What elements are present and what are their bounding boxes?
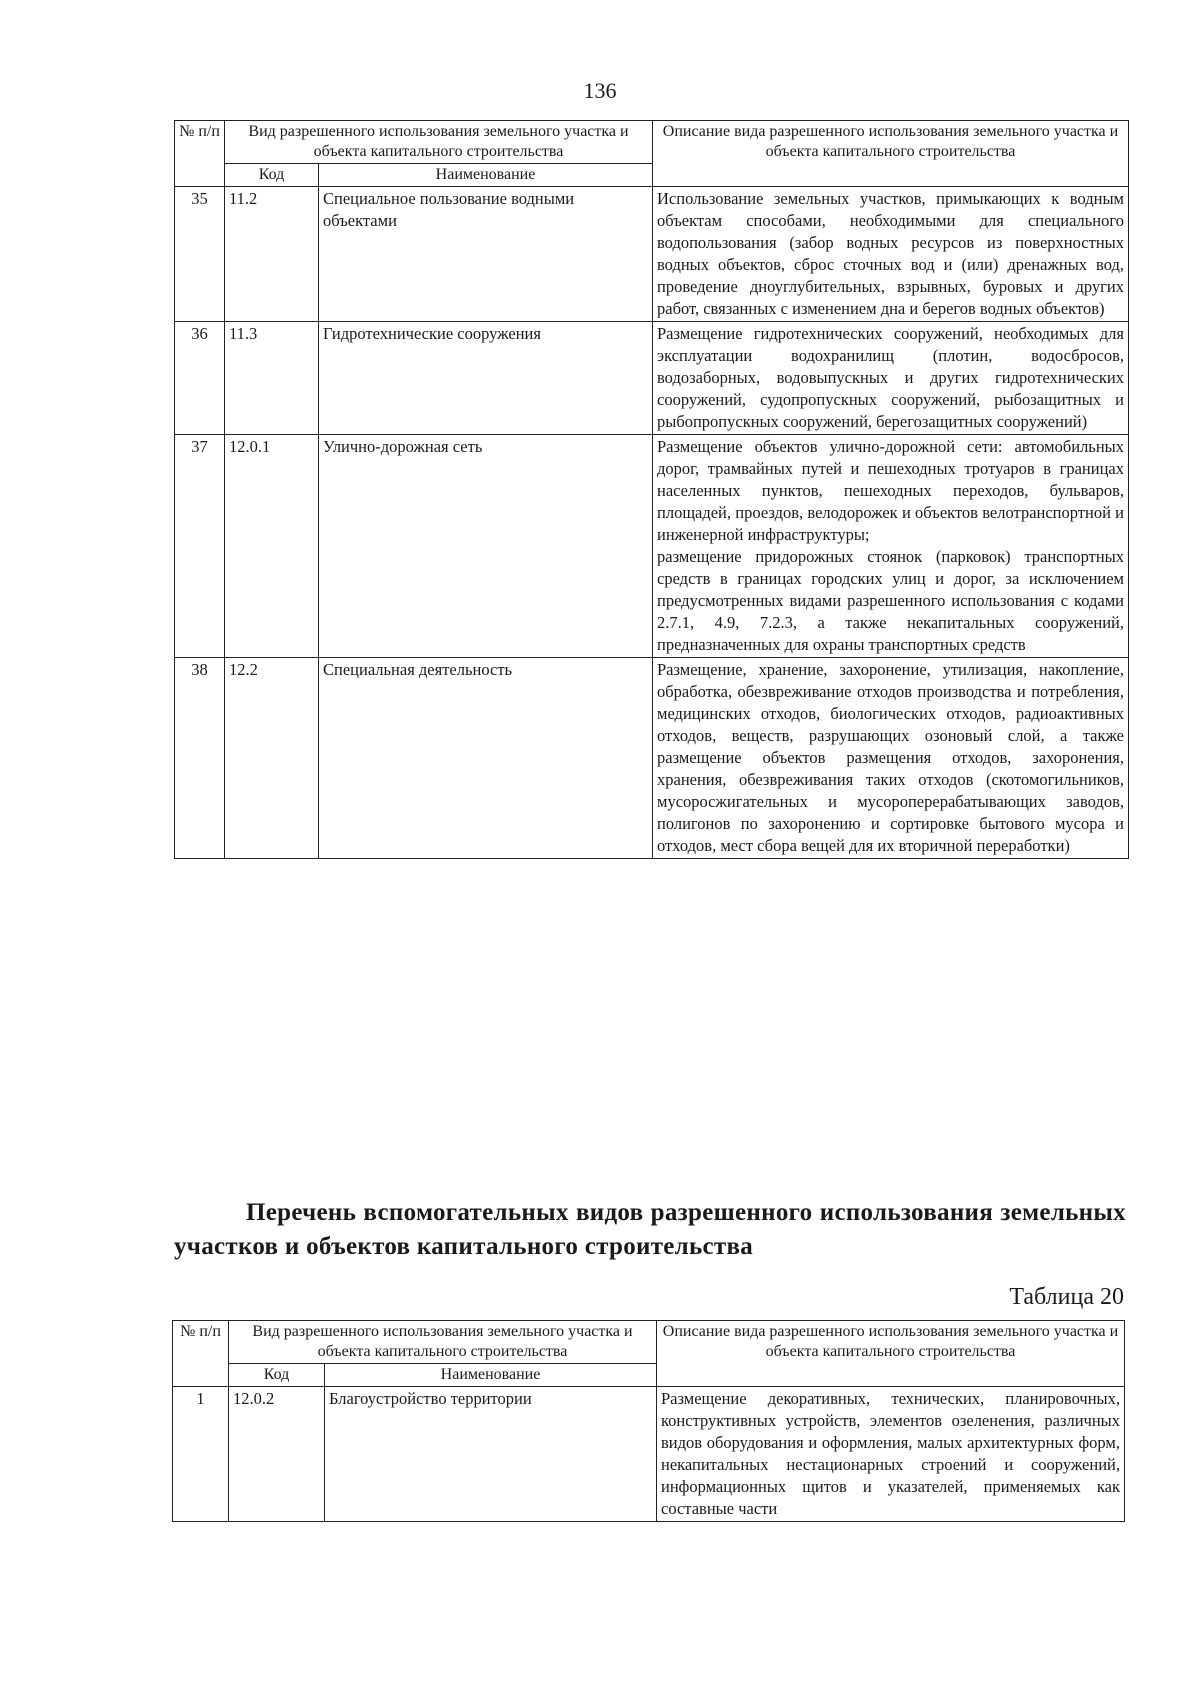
- header-desc: Описание вида разрешенного использования земельного участка и объекта капитального строительства: [657, 1321, 1125, 1387]
- row-number: 38: [175, 658, 225, 859]
- auxiliary-use-table: [172, 1320, 1125, 1522]
- header-code: Код: [229, 1364, 325, 1387]
- description-paragraph: Использование земельных участков, примыкающих к водным объектам способами, необходимыми для специального водопользования (забор водных ресурсов из поверхностных водных объектов, сброс сточных вод и (или) дренажных вод, проведение дноуглубительных, взрывных, буровых и других работ, связанных с изменением дна и берегов водных объектов): [657, 189, 1124, 318]
- header-vid: Вид разрешенного использования земельного участка и объекта капитального строительства: [225, 121, 653, 164]
- header-name: Наименование: [325, 1364, 657, 1387]
- row-number: 36: [175, 322, 225, 435]
- row-code: 12.2: [225, 658, 319, 859]
- section-heading: Перечень вспомогательных видов разрешенного использования земельных участков и объектов капитального строительства: [174, 1199, 1126, 1260]
- row-code: 12.0.1: [225, 435, 319, 658]
- row-description: [657, 1387, 1125, 1522]
- row-name: Гидротехнические сооружения: [319, 322, 653, 435]
- row-name: Благоустройство территории: [325, 1387, 657, 1522]
- header-num: № п/п: [175, 121, 225, 187]
- row-number: 1: [173, 1387, 229, 1522]
- table-row: [175, 322, 1129, 435]
- description-paragraph: Размещение декоративных, технических, планировочных, конструктивных устройств, элементов озеленения, различных видов оборудования и оформления, малых архитектурных форм, некапитальных нестационарных строений и сооружений, информационных щитов и указателей, применяемых как составные части: [661, 1389, 1120, 1518]
- table-row: [175, 187, 1129, 322]
- table-row: [175, 435, 1129, 658]
- header-name: Наименование: [319, 164, 653, 187]
- row-description: [653, 187, 1129, 322]
- description-paragraph: размещение придорожных стоянок (парковок) транспортных средств в границах городских улиц и дорог, за исключением предусмотренных видами разрешенного использования с кодами 2.7.1, 4.9, 7.2.3, а также некапитальных сооружений, предназначенных для охраны транспортных средств: [657, 547, 1124, 654]
- header-desc: Описание вида разрешенного использования земельного участка и объекта капитального строительства: [653, 121, 1129, 187]
- table-row: [173, 1387, 1125, 1522]
- table-body: [175, 187, 1129, 859]
- row-code: 12.0.2: [229, 1387, 325, 1522]
- table-body: [173, 1387, 1125, 1522]
- description-paragraph: Размещение гидротехнических сооружений, необходимых для эксплуатации водохранилищ (плотин, водосбросов, водозаборных, водовыпускных и других гидротехнических сооружений, судопропускных сооружений, рыбозащитных и рыбопропускных сооружений, берегозащитных сооружений): [657, 324, 1124, 431]
- row-name: Специальная деятельность: [319, 658, 653, 859]
- row-description: [653, 658, 1129, 859]
- header-num: № п/п: [173, 1321, 229, 1387]
- page-number: 136: [583, 78, 617, 103]
- row-name: Специальное пользование водными объектами: [319, 187, 653, 322]
- land-use-table: [174, 120, 1129, 859]
- row-number: 37: [175, 435, 225, 658]
- row-name: Улично-дорожная сеть: [319, 435, 653, 658]
- header-code: Код: [225, 164, 319, 187]
- description-paragraph: Размещение, хранение, захоронение, утилизация, накопление, обработка, обезвреживание отходов производства и потребления, медицинских отходов, биологических отходов, радиоактивных отходов, веществ, разрушающих озоновый слой, а также размещение объектов размещения отходов, захоронения, хранения, обезвреживания таких отходов (скотомогильников, мусоросжигательных и мусороперерабатывающих заводов, полигонов по захоронению и сортировке бытового мусора и отходов, мест сбора вещей для их вторичной переработки): [657, 660, 1124, 855]
- row-description: [653, 435, 1129, 658]
- description-paragraph: Размещение объектов улично-дорожной сети: автомобильных дорог, трамвайных путей и пешеходных тротуаров в границах населенных пунктов, пешеходных переходов, бульваров, площадей, проездов, велодорожек и объектов велотранспортной и инженерной инфраструктуры;: [657, 437, 1124, 544]
- row-number: 35: [175, 187, 225, 322]
- table-row: [175, 658, 1129, 859]
- row-description: [653, 322, 1129, 435]
- table-label: Таблица 20: [1009, 1284, 1124, 1310]
- header-vid: Вид разрешенного использования земельного участка и объекта капитального строительства: [229, 1321, 657, 1364]
- row-code: 11.3: [225, 322, 319, 435]
- row-code: 11.2: [225, 187, 319, 322]
